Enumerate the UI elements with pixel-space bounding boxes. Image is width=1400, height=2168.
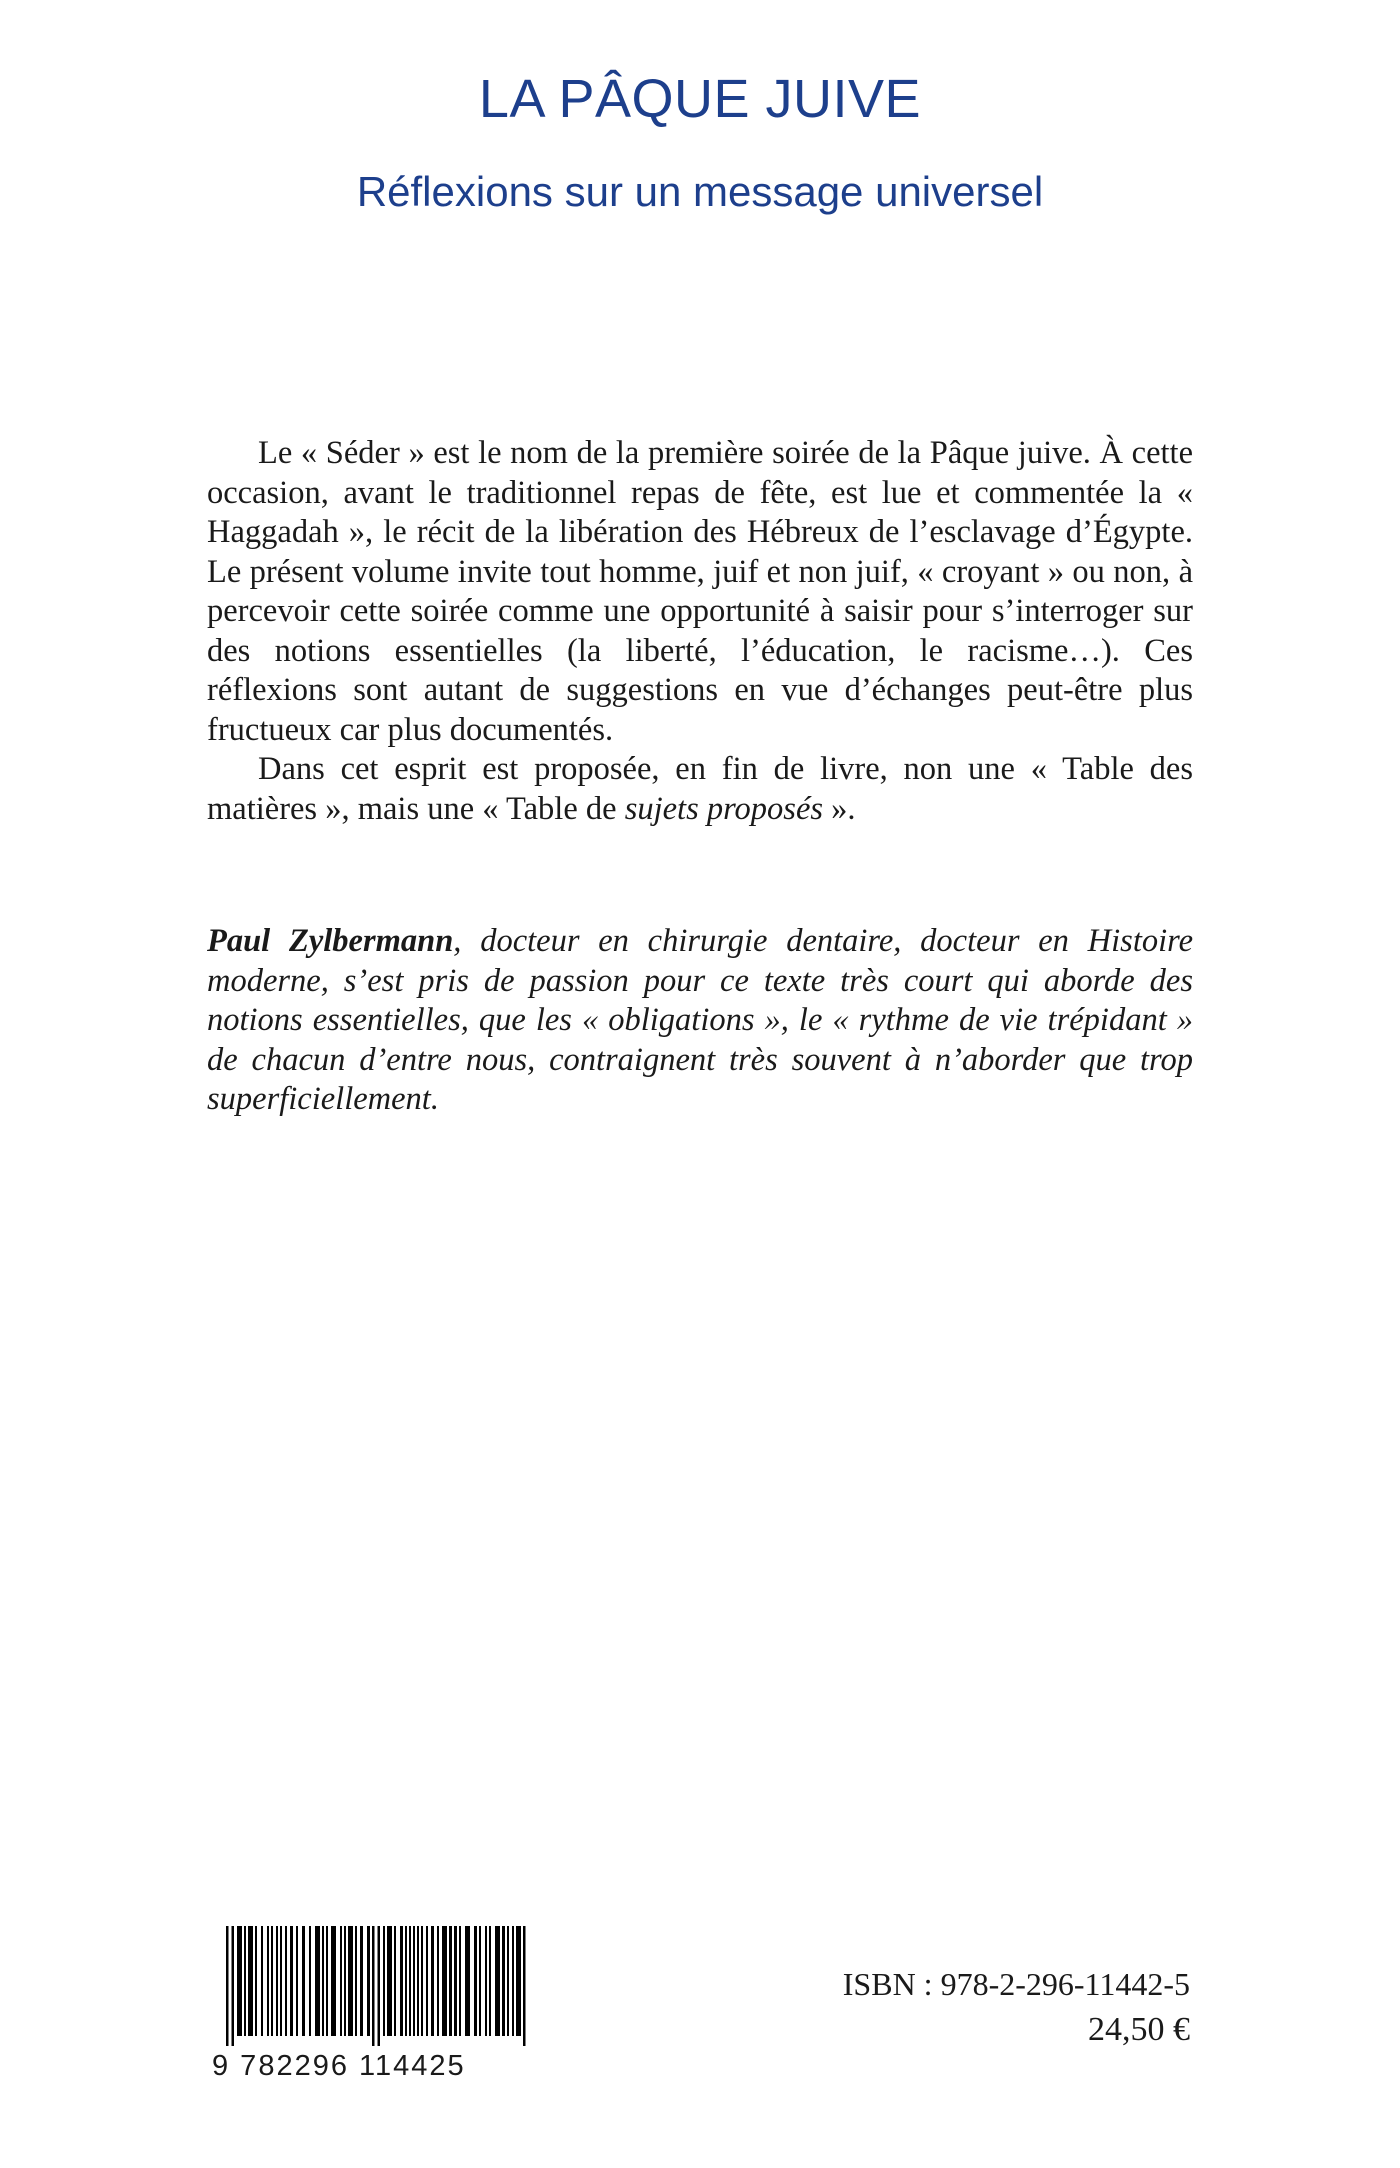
barcode-bar bbox=[394, 1926, 396, 2036]
barcode-bar bbox=[512, 1926, 514, 2036]
barcode-bar bbox=[296, 1926, 298, 2036]
barcode-bar bbox=[326, 1926, 328, 2036]
barcode-bar bbox=[387, 1926, 392, 2036]
barcode-bar bbox=[285, 1926, 287, 2036]
barcode-bar bbox=[437, 1926, 439, 2036]
barcode-bar bbox=[280, 1926, 282, 2036]
summary-text bbox=[207, 434, 1193, 829]
barcode-number: 9 782296 114425 bbox=[212, 2050, 466, 2082]
author-bio-text: , docteur en chirurgie dentaire, docteur en Histoire moderne, s’est pris de passion pour ce texte très court qui aborde des notions essentielles, que les « obligations », le « rythme de vie trépidant » de chacun d’entre nous, contraignent très souvent à n’aborder que trop superficiellement. bbox=[207, 923, 1193, 1117]
barcode-bar bbox=[459, 1926, 461, 2036]
author-name: Paul Zylbermann bbox=[207, 923, 454, 959]
summary-p2-italic: sujets proposés bbox=[624, 790, 824, 827]
barcode-bar bbox=[372, 1926, 375, 2046]
barcode-bar bbox=[355, 1926, 357, 2036]
barcode-bar bbox=[261, 1926, 263, 2036]
barcode-bar bbox=[489, 1926, 491, 2036]
barcode-bar bbox=[465, 1926, 470, 2036]
barcode-bar bbox=[226, 1926, 229, 2046]
barcode-bar bbox=[271, 1926, 273, 2036]
barcode-bar bbox=[409, 1926, 411, 2036]
barcode-bar bbox=[431, 1926, 434, 2036]
price-label: 24,50 € bbox=[1088, 2011, 1190, 2048]
barcode-bar bbox=[276, 1926, 278, 2036]
barcode-bar bbox=[523, 1926, 526, 2046]
book-title: LA PÂQUE JUIVE bbox=[478, 69, 922, 129]
barcode-bar bbox=[413, 1926, 415, 2036]
barcode-bar bbox=[244, 1926, 246, 2036]
barcode-bar bbox=[442, 1926, 447, 2036]
barcode-bar bbox=[449, 1926, 452, 2036]
summary-paragraph-2 bbox=[207, 750, 1193, 829]
barcode-bar bbox=[502, 1926, 505, 2036]
barcode-bar bbox=[400, 1926, 403, 2036]
barcode-bar bbox=[426, 1926, 428, 2036]
barcode-bar bbox=[315, 1926, 320, 2036]
isbn-label: ISBN : 978-2-296-11442-5 bbox=[842, 1966, 1190, 2002]
barcode-bar bbox=[378, 1926, 381, 2046]
barcode-bar bbox=[495, 1926, 500, 2036]
barcode-bar bbox=[367, 1926, 370, 2036]
barcode-bar bbox=[485, 1926, 487, 2036]
barcode-image bbox=[212, 1926, 542, 2046]
barcode-bar bbox=[344, 1926, 346, 2036]
barcode-bar bbox=[516, 1926, 521, 2036]
barcode-bar bbox=[267, 1926, 269, 2036]
summary-p2-start: Dans cet esprit est proposée, en fin de livre, non une « Table des matières », mais une « Table de bbox=[207, 751, 1193, 827]
author-paragraph bbox=[207, 922, 1193, 1120]
barcode-bar bbox=[405, 1926, 407, 2036]
barcode-bar bbox=[255, 1926, 257, 2036]
summary-paragraph-1: Le « Séder » est le nom de la première soirée de la Pâque juive. À cette occasion, avant le traditionnel repas de fête, est lue et commentée la « Haggadah », le récit de la libération des Hébreux de l’esclavage d’Égypte. Le présent volume invite tout homme, juif et non juif, « croyant » ou non, à percevoir cette soirée comme une opportunité à saisir pour s’interroger sur des notions essentielles (la liberté, l’éducation, le racisme…). Ces réflexions sont autant de suggestions en vue d’échanges peut-être plus fructueux car plus documentés. bbox=[207, 435, 1193, 748]
barcode-bar bbox=[479, 1926, 481, 2036]
barcode-bar bbox=[237, 1926, 242, 2036]
barcode-block bbox=[212, 1926, 542, 2082]
barcode-bar bbox=[302, 1926, 305, 2036]
book-subtitle: Réflexions sur un message universel bbox=[356, 168, 1044, 215]
author-bio bbox=[207, 922, 1193, 1120]
barcode-bar bbox=[474, 1926, 477, 2036]
barcode-bar bbox=[340, 1926, 342, 2036]
barcode-bar bbox=[309, 1926, 311, 2036]
barcode-bar bbox=[348, 1926, 353, 2036]
barcode-bar bbox=[360, 1926, 363, 2036]
barcode-bar bbox=[322, 1926, 324, 2036]
barcode-bar bbox=[507, 1926, 509, 2036]
barcode-bar bbox=[417, 1926, 419, 2036]
summary-p2-end: ». bbox=[823, 790, 856, 827]
barcode-bar bbox=[290, 1926, 293, 2036]
barcode-bar bbox=[421, 1926, 423, 2036]
barcode-bar bbox=[383, 1926, 385, 2036]
barcode-bar bbox=[232, 1926, 235, 2046]
barcode-bar bbox=[454, 1926, 457, 2036]
barcode-bar bbox=[248, 1926, 253, 2036]
barcode-bar bbox=[331, 1926, 336, 2036]
